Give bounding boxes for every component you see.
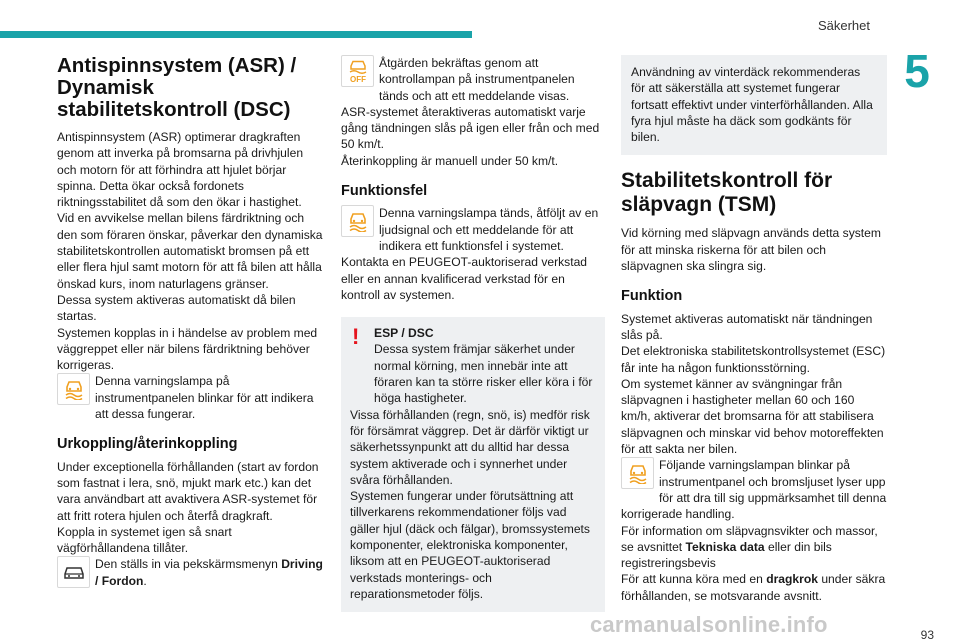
off-lamp-note <box>341 55 605 104</box>
warning-paragraph-2: Vissa förhållanden (regn, snö, is) medför risk för försämrat väggrep. Det är därför viktigt ur säkerhetssynpunkt att du alltid har dessa system aktiverade och i synnerhet under svåra förhållanden. <box>350 407 590 487</box>
skid-warning-icon <box>341 205 374 237</box>
asr-reactivation: ASR-systemet återaktiveras automatiskt varje gång tändningen slås på igen eller från och med 50 km/t. <box>341 104 600 152</box>
skid-warning-icon <box>57 373 90 405</box>
esp-dsc-warning <box>341 317 605 612</box>
tsm-lamp-text: Följande varningslampan blinkar på instrumentpanel och bromsljuset lyser upp för att dra till sig uppmärksamhet till denna korrigerade handling. <box>621 458 887 522</box>
urkoppling-heading: Urkoppling/återinkoppling <box>57 436 238 453</box>
lamp-note-text: Denna varningslampa på instrumentpanelen blinkar för att indikera att dessa fungerar. <box>95 374 314 422</box>
function-p3: Om systemet känner av svängningar från släpvagnen i hastigheter mellan 60 och 160 km/h, aktiverar det bromsarna för att stabilisera släpvagnen och minskar vid behov motoreffekten för att sakta ner bilen. <box>621 376 884 457</box>
header-accent-bar <box>0 31 472 38</box>
tsm-intro: Vid körning med släpvagn används detta system för att minska riskerna för att bilen och släpvagnen ska slingra sig. <box>621 226 881 274</box>
weights-text: För information om släpvagnsvikter och massor, se avsnittet <box>621 523 878 554</box>
lamp-note <box>57 373 323 422</box>
svg-text:OFF: OFF <box>349 75 366 84</box>
function-p2: Det elektroniska stabilitetskontrollsystemet (ESC) får inte ha någon funktionsstörning. <box>621 344 886 375</box>
towbar-text: För att kunna köra med en <box>621 572 767 587</box>
menu-note <box>57 556 323 589</box>
off-lamp-text: Åtgärden bekräftas genom att kontrollampan på instrumentpanelen tänds och att ett meddelande visas. <box>379 56 575 103</box>
watermark: carmanualsonline.info <box>590 612 828 637</box>
page-number: 93 <box>920 628 934 642</box>
towbar-paragraph <box>621 571 887 604</box>
towbar-text-end: under säkra förhållanden, se motsvarande avsnitt. <box>621 572 886 603</box>
tsm-title: Stabilitetskontroll för släpvagn (TSM) <box>621 169 833 217</box>
funktion-heading: Funktion <box>621 288 683 305</box>
manual-reactivation: Återinkoppling är manuell under 50 km/t. <box>341 153 559 168</box>
column-1 <box>57 55 323 590</box>
section-title: Säkerhet <box>817 18 870 33</box>
weights-paragraph <box>621 523 887 572</box>
menu-note-text: Den ställs in via pekskärmsmenyn <box>95 557 278 572</box>
skid-off-icon <box>341 55 374 87</box>
chapter-number: 5 <box>904 45 930 97</box>
warning-header <box>350 325 596 406</box>
skid-warning-icon <box>621 457 654 489</box>
function-p1: Systemet aktiveras automatiskt när tändningen slås på. <box>621 311 873 342</box>
tech-data-ref: Tekniska data <box>685 539 765 554</box>
column-2 <box>341 55 605 612</box>
towbar-ref: dragkrok <box>766 572 818 587</box>
menu-path: Driving / Fordon <box>95 557 323 588</box>
engagement-paragraph: Systemen kopplas in i händelse av problem med väggreppet eller när bilens färdriktning behöver korrigeras. <box>57 325 318 373</box>
activation-paragraph: Dessa system aktiveras automatiskt då bilen startas. <box>57 292 296 324</box>
warning-line1: Dessa system främjar säkerhet under normal körning, men innebär inte att föraren kan ta större risker eller köra i för höga hastigheter. <box>374 342 593 406</box>
menu-note-end: . <box>143 573 147 588</box>
weights-text-end: eller din bils registreringsbevis <box>621 539 832 571</box>
funktionsfel-heading: Funktionsfel <box>341 183 428 200</box>
fault-lamp-text: Denna varningslampa tänds, åtföljt av en ljudsignal och ett meddelande för att indikera ett funktionsfel i systemet. <box>379 206 599 253</box>
winter-tyre-info: Användning av vinterdäck rekommenderas för att säkerställa att systemet fungerar fortsatt effektivt under vinterförhållanden. Alla fyra hjul måste ha däck som godkänts för bilen. <box>621 55 887 155</box>
asr-intro: Antispinnsystem (ASR) optimerar dragkraften genom att inverka på bromsarna på drivhjulen och motorn för att förhindra att hjulet börjar spinna. Detta ökar också fordonets riktningsstabilitet då som den ökar i hastighet. <box>57 130 304 210</box>
tsm-lamp-note <box>621 457 887 522</box>
urkoppling-paragraph: Under exceptionella förhållanden (start av fordon som fastnat i lera, snö, mjukt mark etc.) kan det vara användbart att avaktivera ASR-systemet för att fritt rotera hjulen och återfå dragkraft. <box>57 459 319 523</box>
column-3 <box>621 55 887 604</box>
exclamation-icon: ! <box>352 324 360 350</box>
contact-workshop: Kontakta en PEUGEOT-auktoriserad verkstad eller en annan kvalificerad verkstad för en kontroll av systemen. <box>341 255 588 302</box>
asr-dsc-title: Antispinnsystem (ASR) / Dynamisk stabilitetskontroll (DSC) <box>57 54 297 121</box>
car-icon <box>57 556 90 588</box>
reactivate-paragraph: Koppla in systemet igen så snart vägförhållandena tillåter. <box>57 524 232 556</box>
dsc-paragraph: Vid en avvikelse mellan bilens färdriktning och den som föraren önskar, påverkar den dynamiska stabilitetskontrollen automatiskt bromsen på ett eller flera hjul samt motorn för att få bilen att hålla önskad kurs, inom naturlagens gränser. <box>57 211 323 291</box>
fault-lamp-note <box>341 205 605 254</box>
warning-title: ESP / DSC <box>374 326 434 341</box>
warning-paragraph-3: Systemen fungerar under förutsättning att tillverkarens rekommendationer följs vad gäller hjul (däck och fälgar), bromssystemets komponenter, elektroniska komponenter, liksom att en PEUGEOT-auktoriserad verkstads monterings- och reparationsmetoder följs. <box>350 489 590 601</box>
